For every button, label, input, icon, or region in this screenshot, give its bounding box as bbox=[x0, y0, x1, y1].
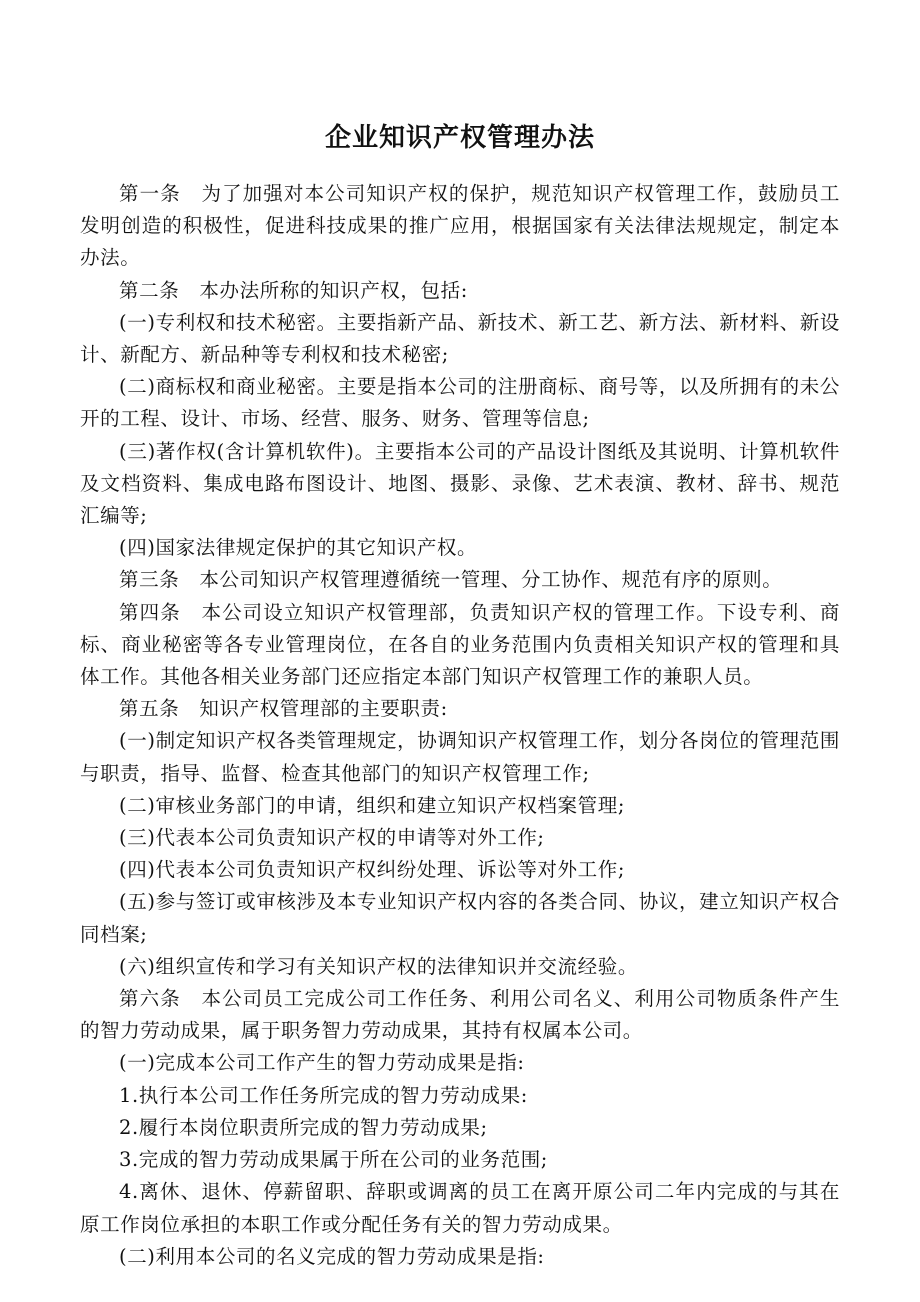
paragraph-article-6: 第六条 本公司员工完成公司工作任务、利用公司名义、利用公司物质条件产生的智力劳动成果，属于职务智力劳动成果，其持有权属本公司。 bbox=[80, 987, 840, 1043]
paragraph-item: (三)代表本公司负责知识产权的申请等对外工作; bbox=[119, 826, 545, 850]
paragraph-article-1: 第一条 为了加强对本公司知识产权的保护，规范知识产权管理工作，鼓励员工发明创造的积极性，促进科技成果的推广应用，根据国家有关法律法规规定，制定本办法。 bbox=[80, 182, 840, 270]
paragraph-subitem: 2.履行本岗位职责所完成的智力劳动成果; bbox=[119, 1115, 488, 1139]
document-body bbox=[80, 178, 840, 1273]
paragraph-item: (一)完成本公司工作产生的智力劳动成果是指: bbox=[119, 1051, 525, 1075]
paragraph-subitem: 3.完成的智力劳动成果属于所在公司的业务范围; bbox=[119, 1148, 548, 1172]
paragraph-subitem: 1.执行本公司工作任务所完成的智力劳动成果: bbox=[119, 1083, 528, 1107]
paragraph-subitem: 4.离休、退休、停薪留职、辞职或调离的员工在离开原公司二年内完成的与其在原工作岗位承担的本职工作或分配任务有关的智力劳动成果。 bbox=[80, 1180, 840, 1236]
paragraph-article-4: 第四条 本公司设立知识产权管理部，负责知识产权的管理工作。下设专利、商标、商业秘密等各专业管理岗位，在各自的业务范围内负责相关知识产权的管理和具体工作。其他各相关业务部门还应指定本部门知识产权管理工作的兼职人员。 bbox=[80, 600, 840, 689]
paragraph-item: (四)代表本公司负责知识产权纠纷处理、诉讼等对外工作; bbox=[119, 858, 625, 882]
paragraph-item: (六)组织宣传和学习有关知识产权的法律知识并交流经验。 bbox=[119, 954, 638, 978]
paragraph-article-5: 第五条 知识产权管理部的主要职责: bbox=[119, 697, 448, 721]
paragraph-article-3: 第三条 本公司知识产权管理遵循统一管理、分工协作、规范有序的原则。 bbox=[119, 568, 783, 592]
document-title: 企业知识产权管理办法 bbox=[324, 123, 595, 153]
paragraph-article-2: 第二条 本办法所称的知识产权，包括: bbox=[119, 278, 468, 302]
paragraph-item: (一)专利权和技术秘密。主要指新产品、新技术、新工艺、新方法、新材料、新设计、新配方、新品种等专利权和技术秘密; bbox=[80, 310, 840, 367]
paragraph-item: (二)审核业务部门的申请，组织和建立知识产权档案管理; bbox=[119, 793, 625, 817]
paragraph-item: (二)利用本公司的名义完成的智力劳动成果是指: bbox=[119, 1244, 545, 1268]
paragraph-item: (三)著作权(含计算机软件)。主要指本公司的产品设计图纸及其说明、计算机软件及文档资料、集成电路布图设计、地图、摄影、录像、艺术表演、教材、辞书、规范汇编等; bbox=[80, 439, 840, 528]
paragraph-item: (四)国家法律规定保护的其它知识产权。 bbox=[119, 536, 478, 560]
paragraph-item: (一)制定知识产权各类管理规定，协调知识产权管理工作，划分各岗位的管理范围与职责，指导、监督、检查其他部门的知识产权管理工作; bbox=[80, 729, 840, 785]
paragraph-item: (五)参与签订或审核涉及本专业知识产权内容的各类合同、协议，建立知识产权合同档案; bbox=[80, 890, 840, 946]
paragraph-item: (二)商标权和商业秘密。主要是指本公司的注册商标、商号等，以及所拥有的未公开的工程、设计、市场、经营、服务、财务、管理等信息; bbox=[80, 375, 840, 431]
